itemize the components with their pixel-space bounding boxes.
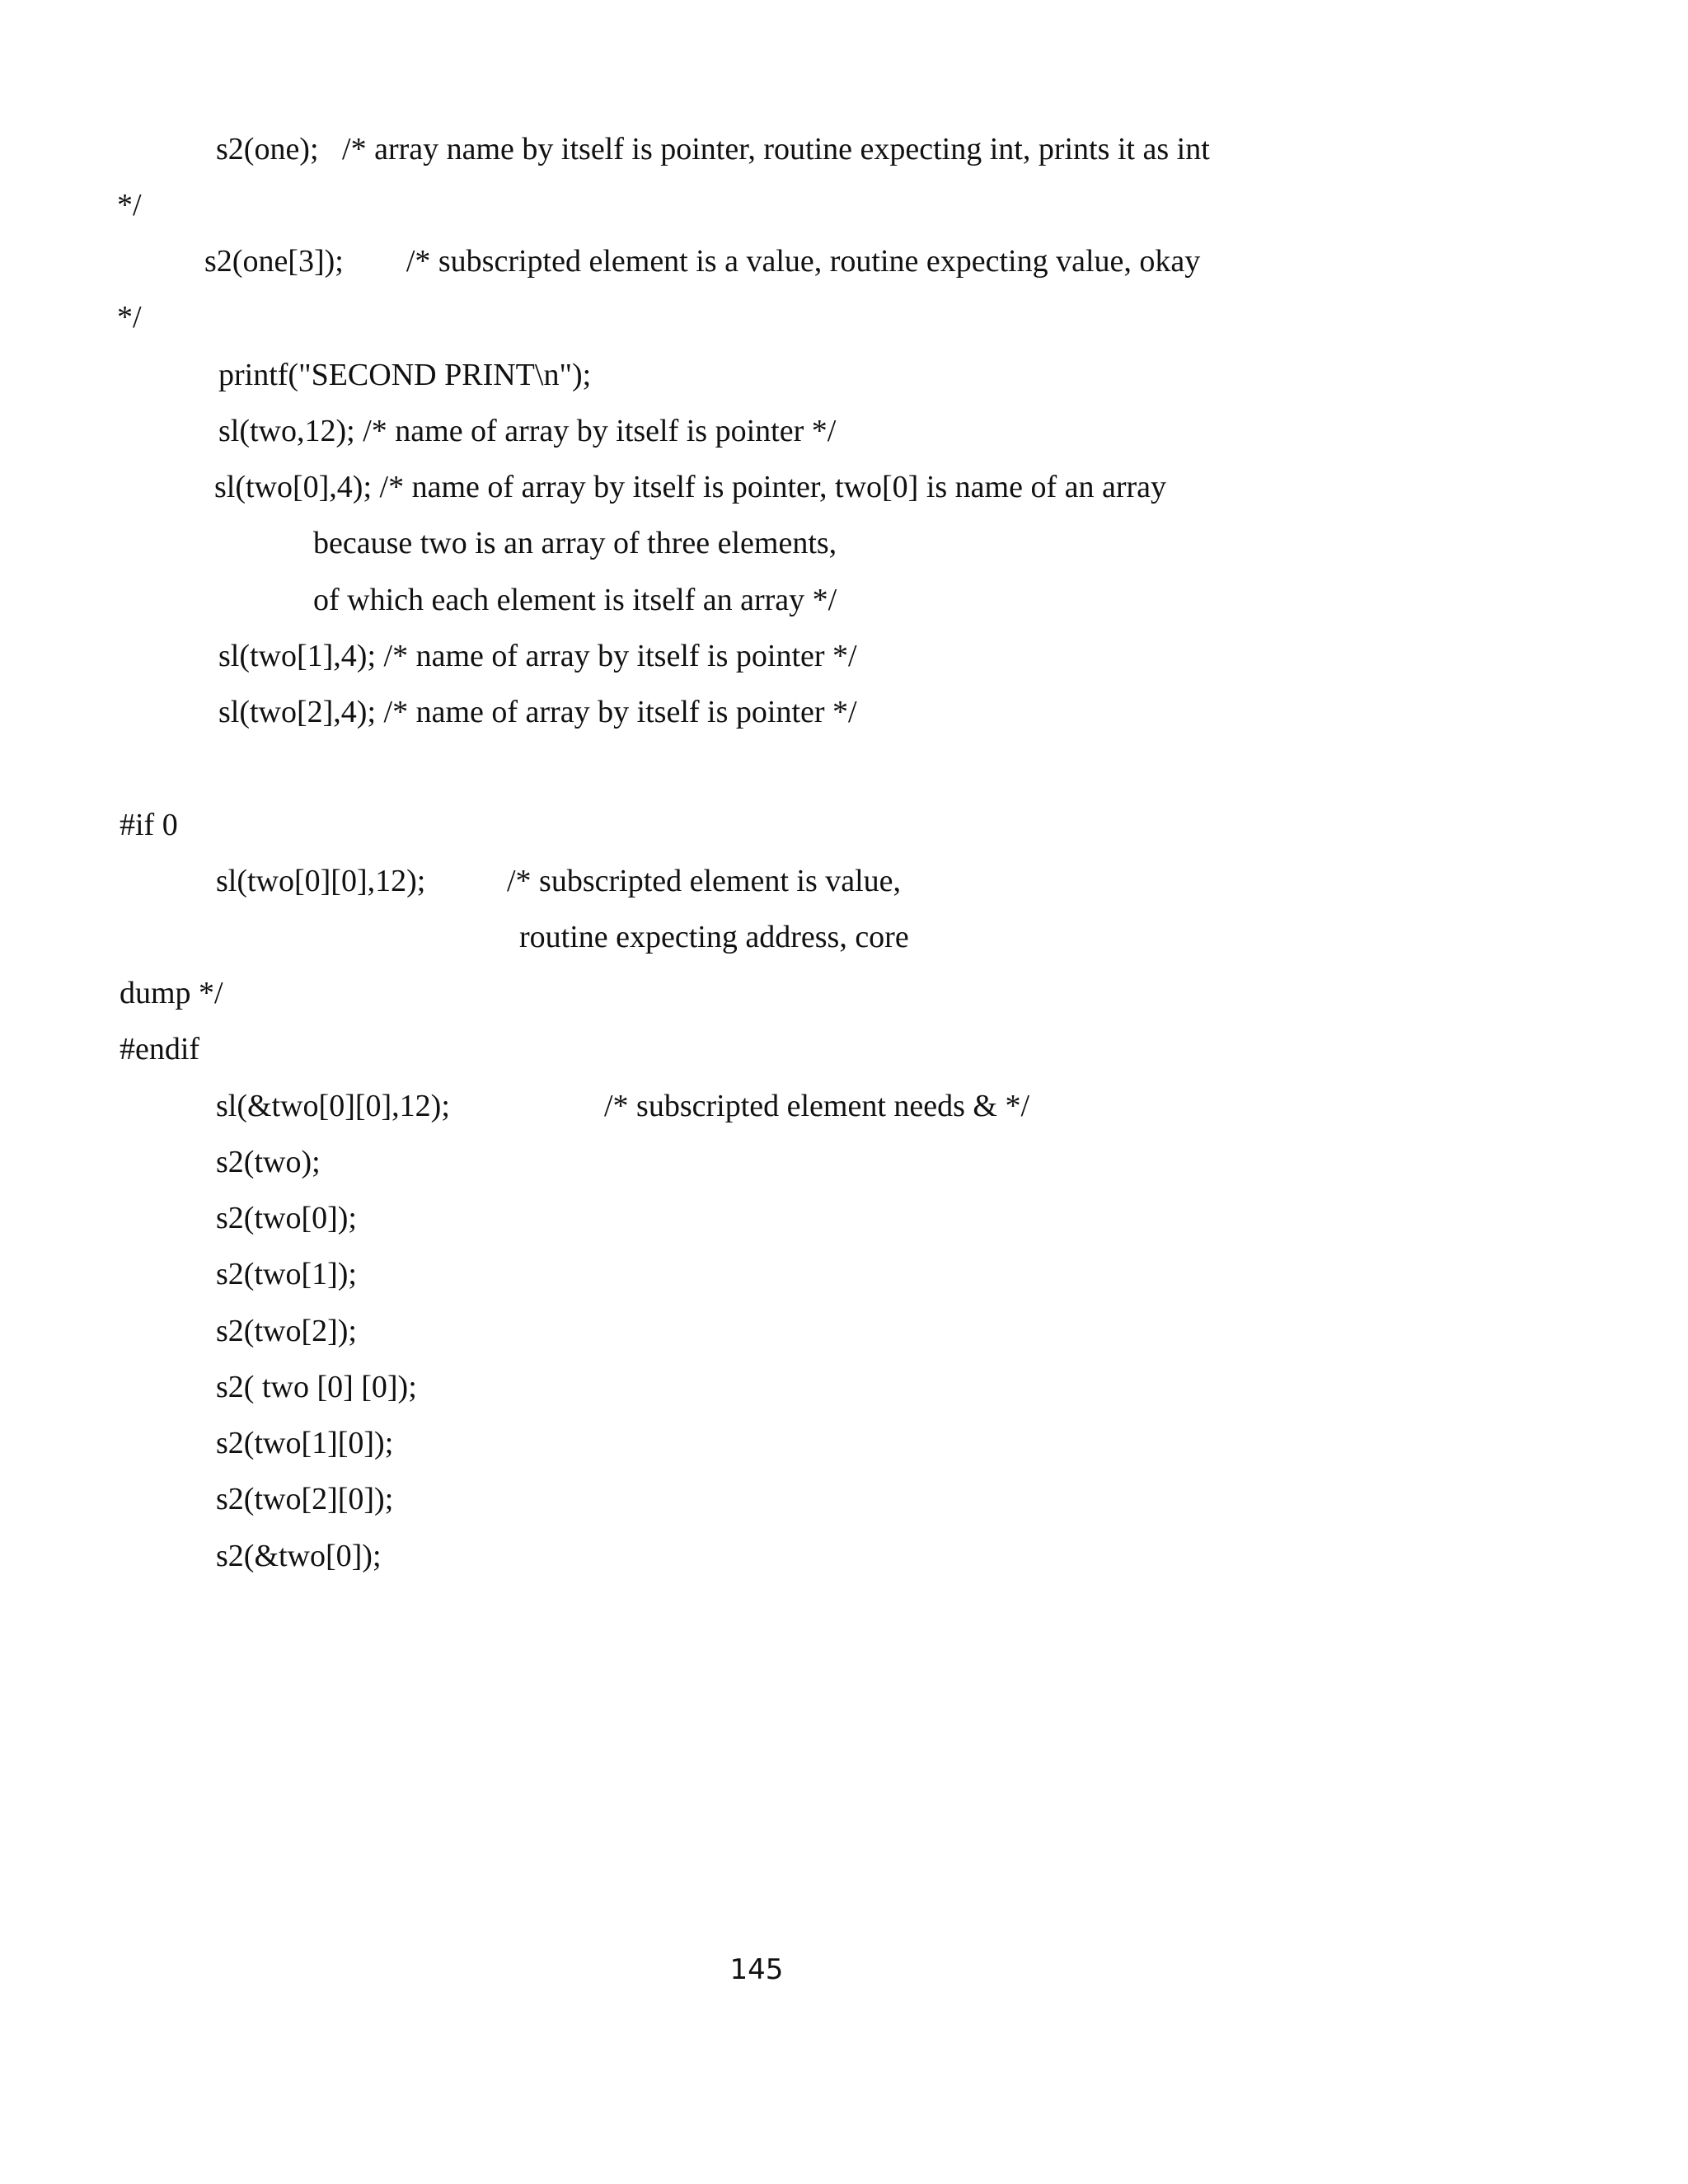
code-line: */ bbox=[117, 188, 142, 223]
code-line: s2(&two[0]); bbox=[216, 1539, 382, 1573]
code-line: s2( two [0] [0]); bbox=[216, 1370, 417, 1404]
code-line: s2(two[2]); bbox=[216, 1314, 357, 1348]
code-line: sl(two[1],4); /* name of array by itself is pointer */ bbox=[218, 639, 857, 673]
code-line: s2(two[0]); bbox=[216, 1201, 357, 1235]
code-comment: /* subscripted element is value, bbox=[507, 864, 902, 898]
page-number: 145 bbox=[729, 1953, 784, 1986]
code-line: s2(one[3]); /* subscripted element is a value, routine expecting value, okay bbox=[204, 244, 1201, 279]
code-line: */ bbox=[117, 300, 142, 335]
code-comment: /* subscripted element needs & */ bbox=[604, 1089, 1030, 1123]
code-comment: routine expecting address, core bbox=[519, 920, 909, 954]
code-line: sl(two[2],4); /* name of array by itself is pointer */ bbox=[218, 695, 857, 729]
code-line: sl(two[0],4); /* name of array by itself is pointer, two[0] is name of an array bbox=[214, 470, 1167, 504]
code-line: s2(one); /* array name by itself is pointer, routine expecting int, prints it as int bbox=[216, 132, 1210, 166]
preprocessor-directive: #if 0 bbox=[120, 808, 178, 842]
code-line: dump */ bbox=[120, 976, 223, 1010]
code-line: s2(two[1]); bbox=[216, 1257, 357, 1291]
code-line: of which each element is itself an array */ bbox=[313, 583, 837, 617]
code-line: sl(&two[0][0],12); bbox=[216, 1089, 450, 1123]
code-line: s2(two[1][0]); bbox=[216, 1426, 394, 1460]
code-line: sl(two[0][0],12); bbox=[216, 864, 426, 898]
code-line: sl(two,12); /* name of array by itself is pointer */ bbox=[218, 414, 837, 448]
code-line: because two is an array of three elements, bbox=[313, 526, 837, 560]
code-line: s2(two[2][0]); bbox=[216, 1482, 394, 1516]
code-line: s2(two); bbox=[216, 1145, 321, 1179]
code-line: printf("SECOND PRINT\n"); bbox=[218, 358, 592, 392]
preprocessor-directive: #endif bbox=[120, 1032, 200, 1066]
